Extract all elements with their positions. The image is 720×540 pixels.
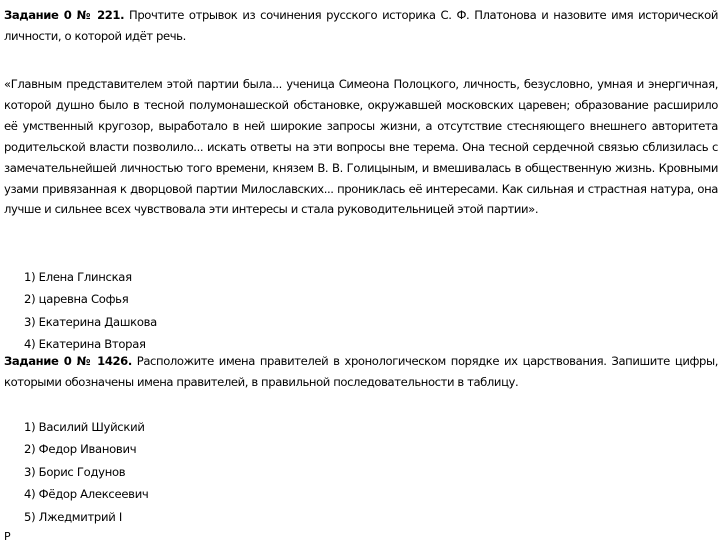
task-221-prompt: Прочтите отрывок из сочинения русского историка С. Ф. Платонова и назовите имя исторической личности, о которой идёт речь.: [4, 8, 718, 43]
task-1426-option-1: 1) Василий Шуйский: [24, 420, 145, 434]
task-221-option-2: 2) царевна Софья: [24, 292, 129, 307]
task-1426-option-4: 4) Фёдор Алексеевич: [24, 487, 149, 502]
task-1426-header: [4, 351, 718, 392]
task-221-label: Задание 0 № 221.: [4, 8, 125, 22]
task-1426-label: Задание 0 № 1426.: [4, 354, 132, 368]
task-221-options: [24, 266, 157, 356]
task-1426-prompt: Расположите имена правителей в хронологическом порядке их царствования. Запишите цифры, которыми обозначены имена правителей, в правильной последовательности в таблицу.: [4, 354, 718, 389]
task-221-header: [4, 5, 718, 46]
platonov-quote: «Главным представителем этой партии была... ученица Симеона Полоцкого, личность, безусловно, умная и энергичная, которой душно было в тесной полумонашеской обстановке, окружавшей московских царевен; образование расширило её умственный кругозор, выработало в ней широкие запросы жизни, а отсутствие стесняющего внешнего авторитета родительской власти позволило... искать ответы на эти вопросы вне терема. Она тесной сердечной связью сблизилась с замечательнейшей личностью того времени, князем В. В. Голицыным, и вмешивалась в общественную жизнь. Кровными узами привязанная к дворцовой партии Милославских... прониклась её интересами. Как сильная и страстная натура, она лучше и сильнее всех чувствовала эти интересы и стала руководительницей этой партии».: [4, 77, 718, 217]
task-221-option-1: 1) Елена Глинская: [24, 270, 132, 284]
task-221-option-3: 3) Екатерина Дашкова: [24, 314, 157, 329]
task-1426-options: [24, 416, 149, 528]
task-221-option-4: 4) Екатерина Вторая: [24, 337, 146, 352]
task-1426-option-5: 5) Лжедмитрий I: [24, 509, 122, 524]
task-1426-option-2: 2) Федор Иванович: [24, 442, 137, 457]
task-1426-option-3: 3) Борис Годунов: [24, 464, 126, 479]
cut-off-text-fragment: Р: [4, 530, 11, 540]
